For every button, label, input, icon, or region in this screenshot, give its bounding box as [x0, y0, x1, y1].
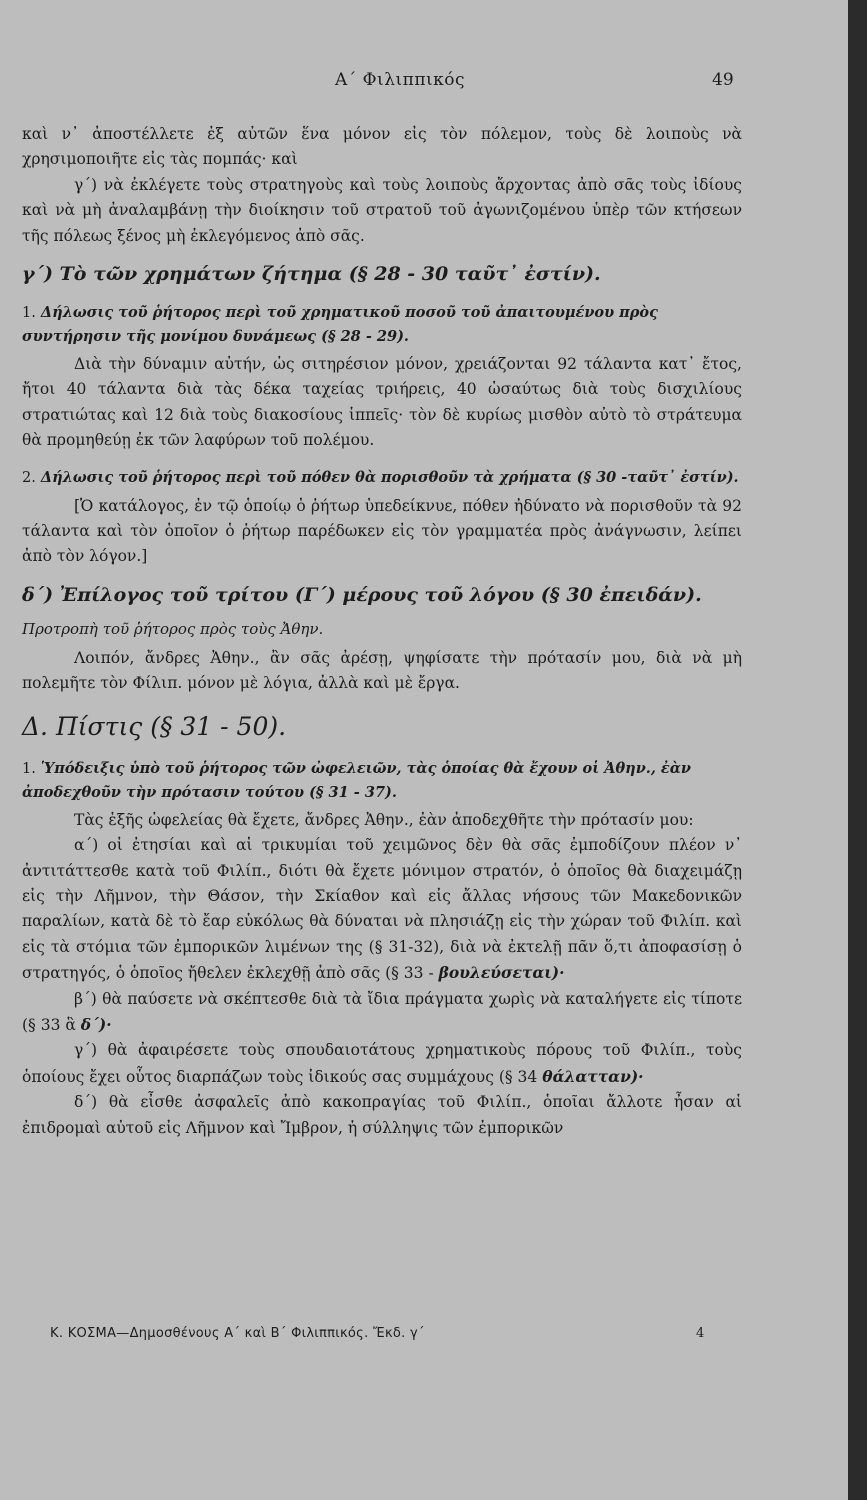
subheading-text: Δήλωσις τοῦ ῥήτορος περὶ τοῦ πόθεν θὰ πορισθοῦν τὰ χρήματα (§ 30 -ταῦτ᾿ ἐστίν). — [40, 468, 739, 486]
paragraph: Τὰς ἑξῆς ὠφελείας θὰ ἔχετε, ἄνδρες Ἀθην., ἐὰν ἀποδεχθῆτε τὴν πρότασίν μου: — [74, 810, 694, 829]
subheading-number: 2. — [22, 469, 36, 486]
signature-mark: 4 — [696, 1326, 705, 1341]
protrope-heading: Προτροπὴ τοῦ ῥήτορος πρὸς τοὺς Ἀθην. — [22, 619, 324, 638]
paragraph-bracketed-note: [Ὁ κατάλογος, ἐν τῷ ὁποίῳ ὁ ῥήτωρ ὑπεδείκνυε, πόθεν ἠδύνατο νὰ πορισθοῦν τὰ 92 τάλαντα καὶ τὸν ὁποῖον ὁ ῥήτωρ παρέδωκεν εἰς τὸν γραμματέα πρὸς ἀνάγνωσιν, λείπει ἀπὸ τὸν λόγον.] — [22, 496, 742, 566]
subheading-3 — [22, 757, 742, 804]
item-text: β΄) θὰ παύσετε νὰ σκέπτεσθε διὰ τὰ ἴδια πράγματα χωρὶς νὰ καταλήγετε εἰς τίποτε (§ 33 ἃ — [22, 989, 742, 1034]
subheading-1 — [22, 301, 742, 348]
paragraph-item-gamma-2 — [22, 1038, 742, 1090]
item-reference: δ΄)· — [80, 1014, 112, 1034]
paragraph-item-gamma: γ΄) νὰ ἐκλέγετε τοὺς στρατηγοὺς καὶ τοὺς λοιποὺς ἄρχοντας ἀπὸ σᾶς τοὺς ἰδίους καὶ νὰ μὴ ἀναλαμβάνῃ τὴν διοίκησιν τοῦ στρατοῦ τοῦ ἀγωνιζομένου ὑπὲρ τῶν κτήσεων τῆς πόλεως ξένος μὴ ἐκλεγόμενος ἀπὸ σᾶς. — [22, 175, 742, 245]
item-text: γ΄) θὰ ἀφαιρέσετε τοὺς σπουδαιοτάτους χρηματικοὺς πόρους τοῦ Φιλίπ., τοὺς ὁποίους ἔχει οὗτος διαρπάζων τοὺς ἰδικούς σας συμμάχους (§ 34 — [22, 1041, 742, 1086]
running-title: Α΄ Φιλιππικός — [334, 70, 466, 90]
section-heading-gamma: γ΄) Τὸ τῶν χρημάτων ζήτημα (§ 28 - 30 ταῦτ᾿ ἐστίν). — [22, 263, 601, 286]
item-reference: θάλατταν)· — [542, 1066, 644, 1086]
subheading-2 — [22, 466, 742, 490]
paragraph: καὶ ν᾿ ἀποστέλλετε ἐξ αὐτῶν ἕνα μόνον εἰς τὸν πόλεμον, τοὺς δὲ λοιποὺς νὰ χρησιμοποιῆτε εἰς τὰς πομπάς· καὶ — [22, 125, 742, 169]
subheading-text: Ὑπόδειξις ὑπὸ τοῦ ῥήτορος τῶν ὠφελειῶν, τὰς ὁποίας θὰ ἔχουν οἱ Ἀθην., ἐὰν ἀποδεχθοῦν τὴν πρότασιν τούτου (§ 31 - 37). — [22, 759, 691, 801]
running-header — [0, 70, 848, 100]
paragraph-item-beta — [22, 987, 742, 1039]
subheading-number: 1. — [22, 305, 36, 322]
paragraph-item-delta: δ΄) θὰ εἶσθε ἀσφαλεῖς ἀπὸ κακοπραγίας τοῦ Φιλίπ., ὁποῖαι ἄλλοτε ἦσαν αἱ ἐπιδρομαὶ αὐτοῦ εἰς Λῆμνον καὶ Ἴμβρον, ἡ σύλληψις τῶν ἐμπορικῶν — [22, 1093, 742, 1137]
page-body — [22, 122, 742, 1141]
subheading-text: Δήλωσις τοῦ ῥήτορος περὶ τοῦ χρηματικοῦ ποσοῦ τοῦ ἀπαιτουμένου πρὸς συντήρησιν τῆς μονίμου δυνάμεως (§ 28 - 29). — [22, 304, 658, 346]
paragraph: Διὰ τὴν δύναμιν αὐτήν, ὡς σιτηρέσιον μόνον, χρειάζονται 92 τάλαντα κατ᾿ ἔτος, ἤτοι 40 τάλαντα διὰ τὰς δέκα ταχείας τριήρεις, 40 ὡσαύτως διὰ τοὺς δισχιλίους στρατιώτας καὶ 12 διὰ τοὺς διακοσίους ἱππεῖς· τὸν δὲ κυρίως μισθὸν αὐτὸ τὸ στράτευμα θὰ προμηθεύῃ ἐκ τῶν λαφύρων τοῦ πολέμου. — [22, 355, 742, 450]
paragraph: Λοιπόν, ἄνδρες Ἀθην., ἂν σᾶς ἀρέσῃ, ψηφίσατε τὴν πρότασίν μου, διὰ νὰ μὴ πολεμῆτε τὸν Φίλιπ. μόνον μὲ λόγια, ἀλλὰ καὶ μὲ ἔργα. — [22, 648, 742, 693]
page-number: 49 — [712, 70, 734, 90]
subheading-number: 1. — [22, 760, 36, 777]
item-text: α΄) οἱ ἐτησίαι καὶ αἱ τρικυμίαι τοῦ χειμῶνος δὲν θὰ σᾶς ἐμποδίζουν πλέον ν᾿ ἀντιτάττεσθε κατὰ τοῦ Φιλίπ., διότι θὰ ἔχετε μόνιμον στρατόν, ὁ ὁποῖος θὰ διαχειμάζῃ εἰς τὴν Λῆμνον, τὴν Θάσον, τὴν Σκίαθον καὶ εἰς ἄλλας νήσους τῶν Μακεδονικῶν παραλίων, κατὰ δὲ τὸ ἔαρ εὐκόλως θὰ δύναται νὰ πλησιάζῃ εἰς τὴν χώραν τοῦ Φιλίπ. καὶ εἰς τὰ στόμια τῶν ἐμπορικῶν λιμένων της (§ 31-32), διὰ νὰ ἐκτελῇ πᾶν ὅ,τι ἀποφασίσῃ ὁ στρατηγός, ὁ ὁποῖος ἤθελεν ἐκλεχθῇ ἀπὸ σᾶς (§ 33 - — [22, 836, 742, 983]
page-edge — [848, 0, 867, 1500]
item-reference: βουλεύσεται)· — [438, 963, 565, 983]
footer-imprint: Κ. ΚΟΣΜΑ—Δημοσθένους Α΄ καὶ Β΄ Φιλιππικός. Ἔκδ. γ΄ — [50, 1326, 425, 1341]
section-heading-delta: δ΄) Ἐπίλογος τοῦ τρίτου (Γ΄) μέρους τοῦ λόγου (§ 30 ἐπειδάν). — [22, 583, 702, 606]
paragraph-item-alpha — [22, 833, 742, 986]
chapter-heading-D: Δ. Πίστις (§ 31 - 50). — [22, 711, 287, 741]
